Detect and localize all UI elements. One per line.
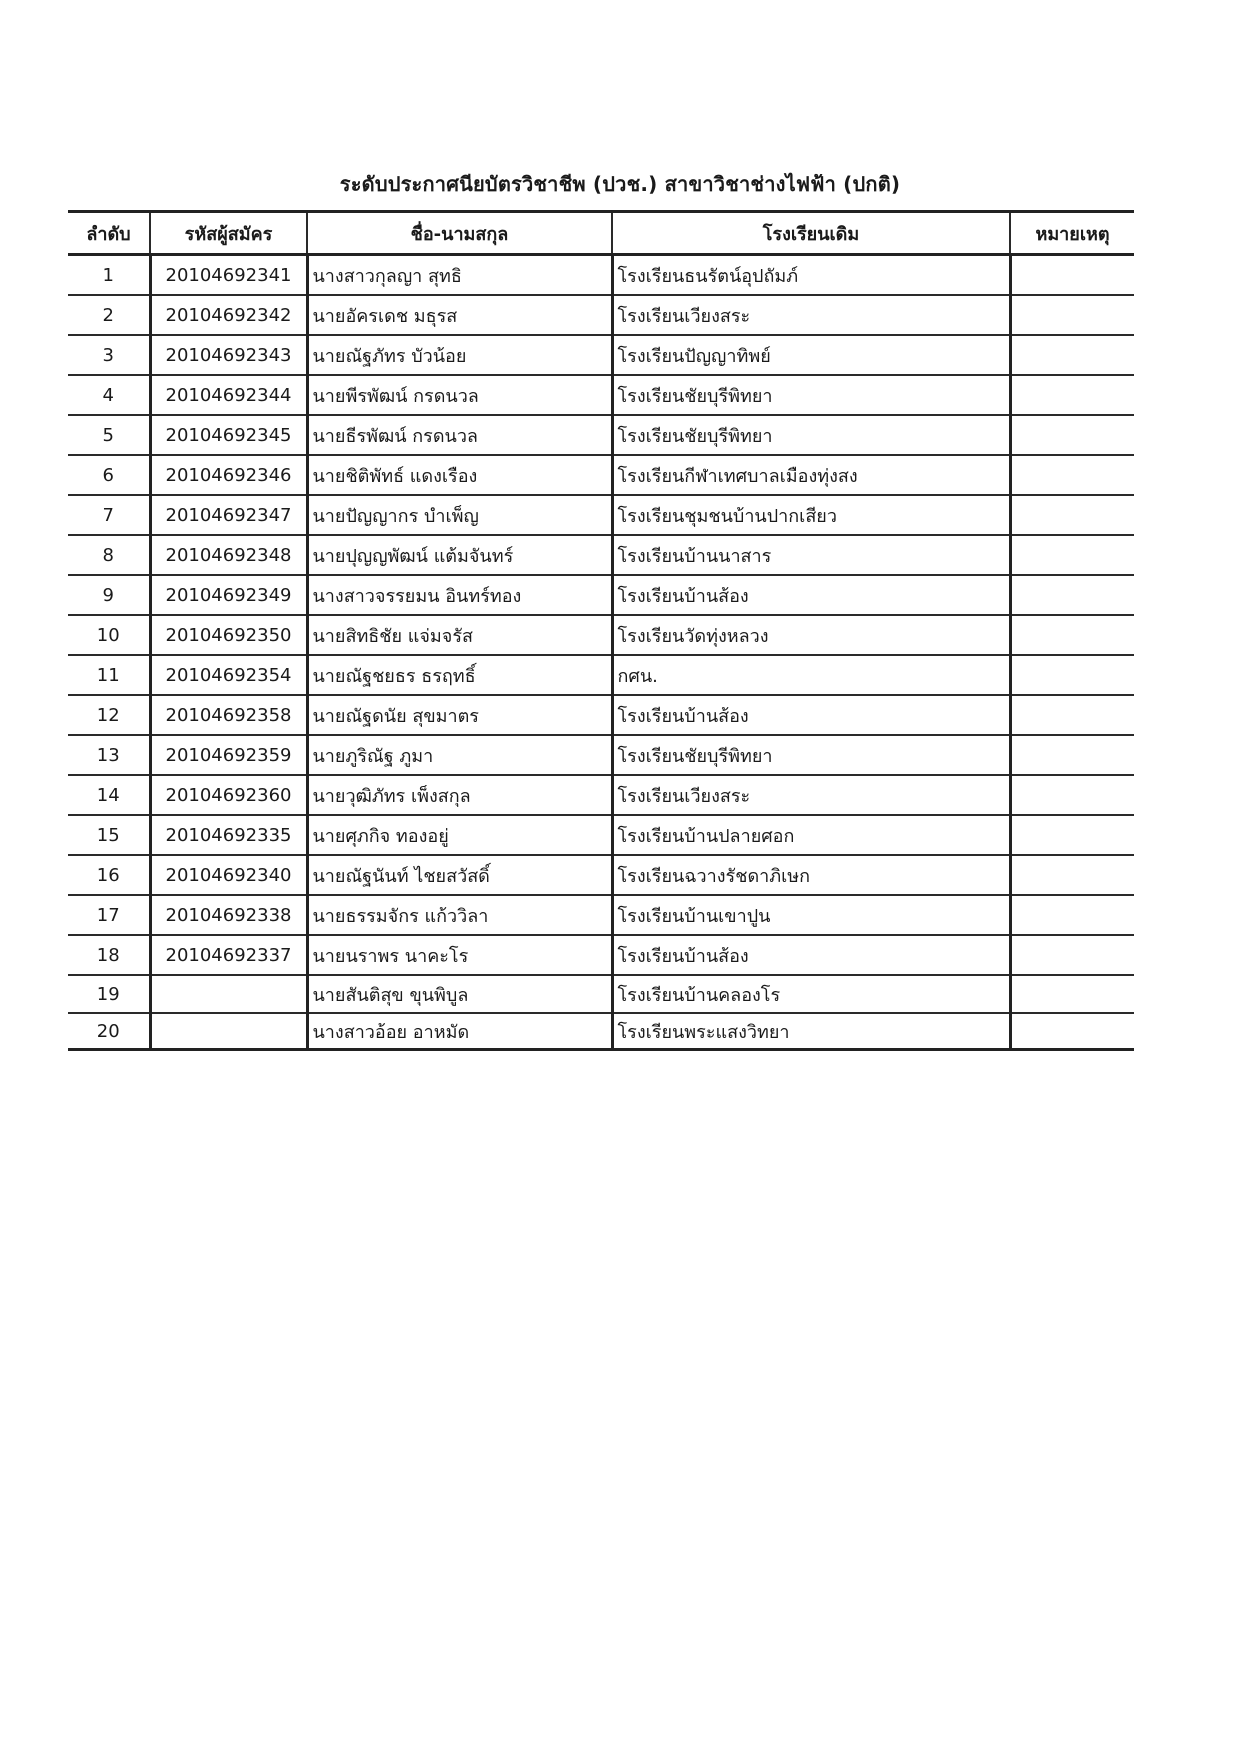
remarks-cell	[1010, 575, 1134, 615]
full-name-cell: นายธีรพัฒน์ กรดนวล	[307, 415, 612, 455]
order-cell: 5	[68, 415, 150, 455]
previous-school-cell: โรงเรียนกีฬาเทศบาลเมืองทุ่งสง	[612, 455, 1010, 495]
previous-school-cell: โรงเรียนธนรัตน์อุปถัมภ์	[612, 255, 1010, 296]
full-name-cell: นายชิติพัทธ์ แดงเรือง	[307, 455, 612, 495]
order-cell: 2	[68, 295, 150, 335]
previous-school-cell: โรงเรียนชัยบุรีพิทยา	[612, 375, 1010, 415]
previous-school-cell: กศน.	[612, 655, 1010, 695]
table-header-row	[68, 212, 1134, 255]
previous-school-cell: โรงเรียนบ้านเขาปูน	[612, 895, 1010, 935]
applicant-code-cell: 20104692359	[150, 735, 307, 775]
applicant-code-cell: 20104692344	[150, 375, 307, 415]
previous-school-cell: โรงเรียนบ้านคลองโร	[612, 975, 1010, 1013]
table-row	[68, 455, 1134, 495]
previous-school-cell: โรงเรียนวัดทุ่งหลวง	[612, 615, 1010, 655]
remarks-cell	[1010, 695, 1134, 735]
order-cell: 8	[68, 535, 150, 575]
applicant-code-cell: 20104692341	[150, 255, 307, 296]
full-name-cell: นางสาวอ้อย อาหมัด	[307, 1013, 612, 1050]
order-cell: 19	[68, 975, 150, 1013]
table-row	[68, 895, 1134, 935]
remarks-cell	[1010, 335, 1134, 375]
order-cell: 6	[68, 455, 150, 495]
table-row	[68, 695, 1134, 735]
table-row	[68, 815, 1134, 855]
previous-school-cell: โรงเรียนชัยบุรีพิทยา	[612, 415, 1010, 455]
order-cell: 15	[68, 815, 150, 855]
applicant-code-cell: 20104692358	[150, 695, 307, 735]
remarks-cell	[1010, 975, 1134, 1013]
full-name-cell: นายณัฐภัทร บัวน้อย	[307, 335, 612, 375]
full-name-cell: นายศุภกิจ ทองอยู่	[307, 815, 612, 855]
applicant-code-cell: 20104692335	[150, 815, 307, 855]
remarks-cell	[1010, 815, 1134, 855]
document-title: ระดับประกาศนียบัตรวิชาชีพ (ปวช.) สาขาวิชาช่างไฟฟ้า (ปกติ)	[339, 172, 901, 196]
table-row	[68, 735, 1134, 775]
table-row	[68, 335, 1134, 375]
order-cell: 10	[68, 615, 150, 655]
order-cell: 18	[68, 935, 150, 975]
table-row	[68, 295, 1134, 335]
order-cell: 1	[68, 255, 150, 296]
applicant-code-cell: 20104692337	[150, 935, 307, 975]
previous-school-cell: โรงเรียนพระแสงวิทยา	[612, 1013, 1010, 1050]
table-row	[68, 495, 1134, 535]
previous-school-cell: โรงเรียนบ้านส้อง	[612, 695, 1010, 735]
full-name-cell: นายณัฐนันท์ ไชยสวัสดิ์	[307, 855, 612, 895]
full-name-cell: นายนราพร นาคะโร	[307, 935, 612, 975]
applicant-code-cell	[150, 975, 307, 1013]
applicant-code-cell: 20104692346	[150, 455, 307, 495]
previous-school-cell: โรงเรียนเวียงสระ	[612, 295, 1010, 335]
order-cell: 20	[68, 1013, 150, 1050]
table-row	[68, 975, 1134, 1013]
remarks-cell	[1010, 775, 1134, 815]
previous-school-cell: โรงเรียนบ้านส้อง	[612, 575, 1010, 615]
previous-school-cell: โรงเรียนชุมชนบ้านปากเสียว	[612, 495, 1010, 535]
applicant-code-cell: 20104692345	[150, 415, 307, 455]
remarks-cell	[1010, 455, 1134, 495]
previous-school-cell: โรงเรียนฉวางรัชดาภิเษก	[612, 855, 1010, 895]
remarks-cell	[1010, 1013, 1134, 1050]
full-name-cell: นางสาวจรรยมน อินทร์ทอง	[307, 575, 612, 615]
table-row	[68, 775, 1134, 815]
full-name-cell: นายสันติสุข ขุนพิบูล	[307, 975, 612, 1013]
remarks-cell	[1010, 935, 1134, 975]
applicant-code-cell: 20104692342	[150, 295, 307, 335]
order-cell: 9	[68, 575, 150, 615]
table-row	[68, 415, 1134, 455]
previous-school-cell: โรงเรียนปัญญาทิพย์	[612, 335, 1010, 375]
remarks-cell	[1010, 735, 1134, 775]
order-cell: 14	[68, 775, 150, 815]
full-name-cell: นายพีรพัฒน์ กรดนวล	[307, 375, 612, 415]
applicant-code-cell: 20104692343	[150, 335, 307, 375]
previous-school-cell: โรงเรียนเวียงสระ	[612, 775, 1010, 815]
previous-school-cell: โรงเรียนบ้านส้อง	[612, 935, 1010, 975]
header-previous-school: โรงเรียนเดิม	[612, 212, 1010, 255]
full-name-cell: นายอัครเดช มธุรส	[307, 295, 612, 335]
remarks-cell	[1010, 855, 1134, 895]
applicant-code-cell: 20104692338	[150, 895, 307, 935]
remarks-cell	[1010, 615, 1134, 655]
applicant-code-cell: 20104692349	[150, 575, 307, 615]
full-name-cell: นายวุฒิภัทร เพ็งสกุล	[307, 775, 612, 815]
header-full-name: ชื่อ-นามสกุล	[307, 212, 612, 255]
order-cell: 16	[68, 855, 150, 895]
table-row	[68, 935, 1134, 975]
full-name-cell: นายสิทธิชัย แจ่มจรัส	[307, 615, 612, 655]
remarks-cell	[1010, 655, 1134, 695]
applicant-table	[68, 210, 1134, 1051]
previous-school-cell: โรงเรียนบ้านปลายศอก	[612, 815, 1010, 855]
full-name-cell: นางสาวกุลญา สุทธิ	[307, 255, 612, 296]
applicant-code-cell: 20104692360	[150, 775, 307, 815]
order-cell: 11	[68, 655, 150, 695]
full-name-cell: นายปุญญพัฒน์ แต้มจันทร์	[307, 535, 612, 575]
header-order: ลำดับ	[68, 212, 150, 255]
applicant-code-cell: 20104692354	[150, 655, 307, 695]
table-row	[68, 855, 1134, 895]
table-row	[68, 255, 1134, 296]
table-row	[68, 575, 1134, 615]
remarks-cell	[1010, 295, 1134, 335]
full-name-cell: นายธรรมจักร แก้ววิลา	[307, 895, 612, 935]
full-name-cell: นายปัญญากร บำเพ็ญ	[307, 495, 612, 535]
full-name-cell: นายภูริณัฐ ภูมา	[307, 735, 612, 775]
applicant-code-cell: 20104692348	[150, 535, 307, 575]
remarks-cell	[1010, 415, 1134, 455]
table-row	[68, 375, 1134, 415]
full-name-cell: นายณัฐดนัย สุขมาตร	[307, 695, 612, 735]
remarks-cell	[1010, 495, 1134, 535]
applicant-code-cell: 20104692350	[150, 615, 307, 655]
applicant-code-cell: 20104692340	[150, 855, 307, 895]
remarks-cell	[1010, 375, 1134, 415]
full-name-cell: นายณัฐชยธร ธรฤทธิ์	[307, 655, 612, 695]
remarks-cell	[1010, 535, 1134, 575]
remarks-cell	[1010, 895, 1134, 935]
order-cell: 4	[68, 375, 150, 415]
applicant-code-cell	[150, 1013, 307, 1050]
applicant-code-cell: 20104692347	[150, 495, 307, 535]
order-cell: 17	[68, 895, 150, 935]
table-row	[68, 1013, 1134, 1050]
table-row	[68, 535, 1134, 575]
order-cell: 7	[68, 495, 150, 535]
order-cell: 13	[68, 735, 150, 775]
previous-school-cell: โรงเรียนชัยบุรีพิทยา	[612, 735, 1010, 775]
previous-school-cell: โรงเรียนบ้านนาสาร	[612, 535, 1010, 575]
remarks-cell	[1010, 255, 1134, 296]
table-row	[68, 655, 1134, 695]
order-cell: 12	[68, 695, 150, 735]
header-remarks: หมายเหตุ	[1010, 212, 1134, 255]
order-cell: 3	[68, 335, 150, 375]
table-row	[68, 615, 1134, 655]
header-applicant-code: รหัสผู้สมัคร	[150, 212, 307, 255]
